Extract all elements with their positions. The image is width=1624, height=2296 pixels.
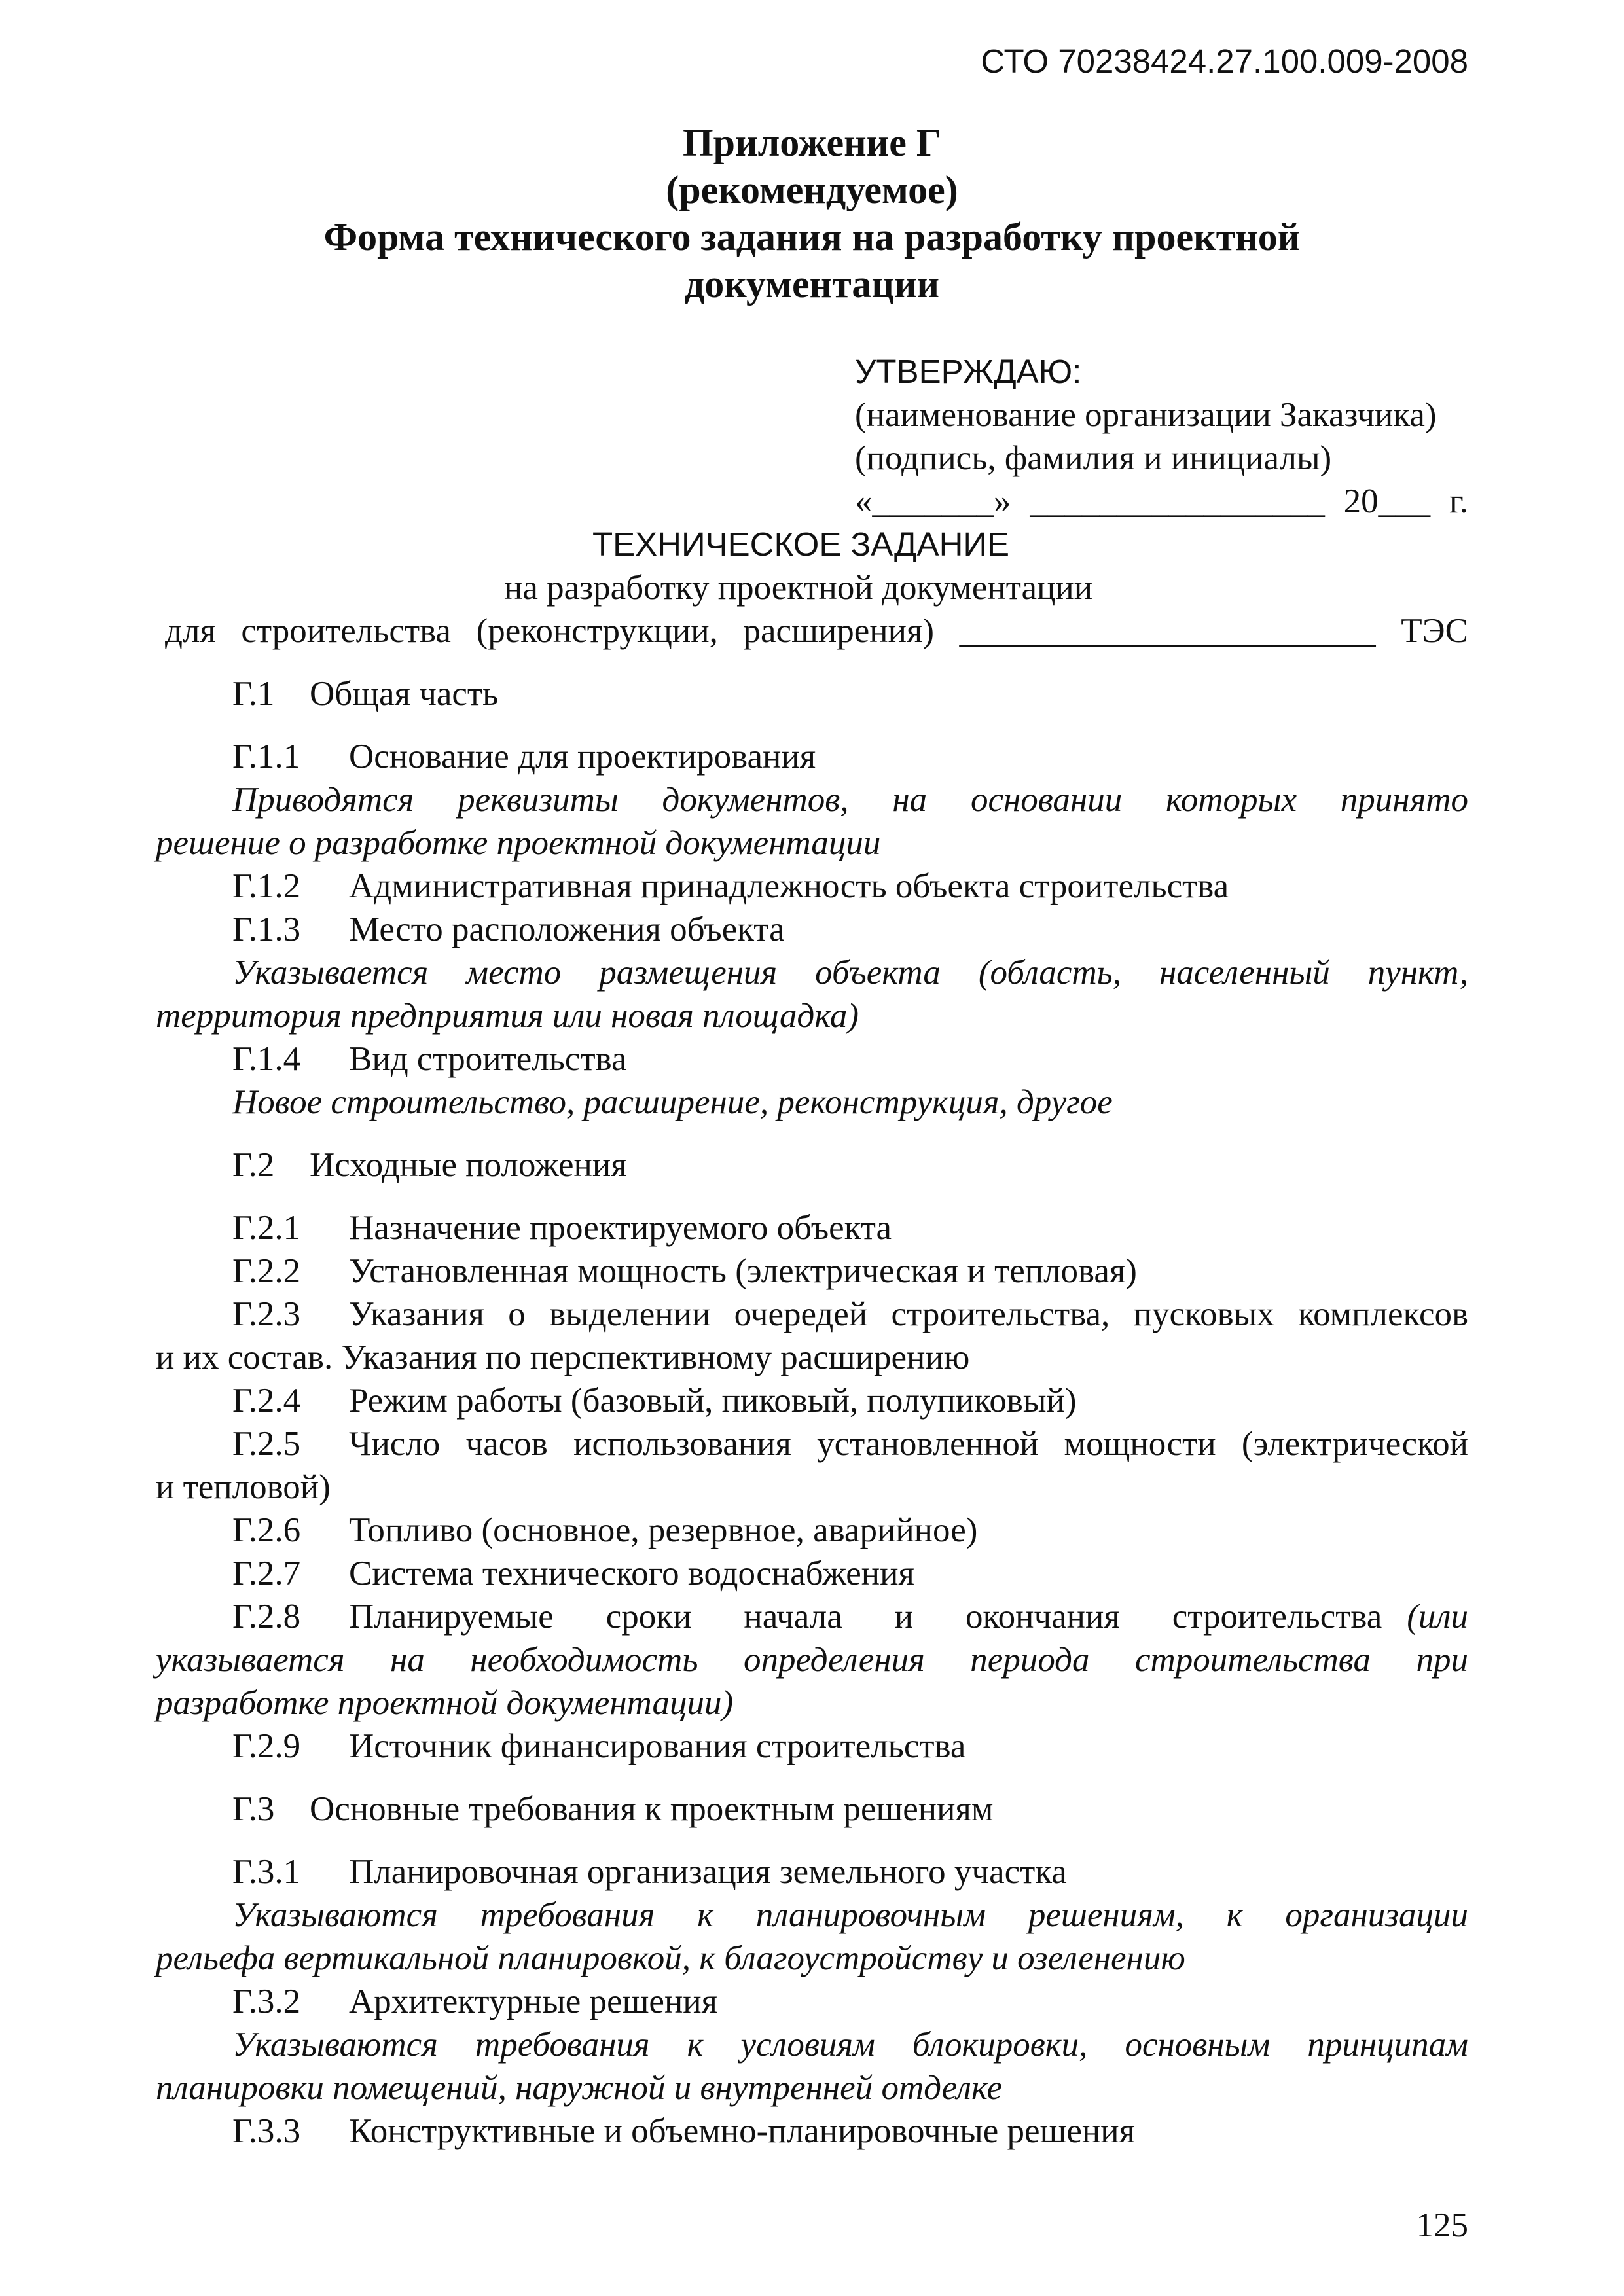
item-g31-note: Указываются требования к планировочным решениям, к организации [232,1896,1468,1934]
section-number: Г.1 [232,675,275,713]
item-number: Г.2.8 [232,1598,301,1636]
item-title: Конструктивные и объемно-планировочные решения [349,2112,1136,2150]
item-g28-note: указывается на необходимость определения периода строительства при [156,1641,1468,1679]
item-number: Г.2.7 [232,1554,301,1592]
approval-date-line: «_______» _________________ 20___ г. [855,482,1468,520]
item-number: Г.1.2 [232,867,301,905]
item-g14-note: Новое строительство, расширение, реконструкция, другое [232,1083,1113,1121]
item-g33 [232,2110,1135,2152]
tz-heading: ТЕХНИЧЕСКОЕ ЗАДАНИЕ [592,526,1010,563]
tz-object-line: для строительства (реконструкции, расширения) ________________________ ТЭС [165,612,1468,650]
appendix-title: Приложение Г [682,121,942,164]
item-title: Вид строительства [349,1040,627,1078]
item-g32 [232,1981,717,2022]
item-g13-note-cont: территория предприятия или новая площадка) [156,997,859,1035]
item-number: Г.2.9 [232,1727,301,1765]
item-g31 [232,1851,1067,1893]
section-g1 [232,673,498,715]
item-number: Г.1.3 [232,910,301,948]
item-title: Источник финансирования строительства [349,1727,966,1765]
item-title: Планировочная организация земельного участка [349,1853,1067,1891]
item-g25-cont: и тепловой) [156,1468,331,1506]
item-g23-cont: и их состав. Указания по перспективному расширению [156,1338,970,1376]
item-title: Установленная мощность (электрическая и тепловая) [349,1252,1137,1290]
approval-org-line: (наименование организации Заказчика) [855,396,1437,434]
section-g3 [232,1788,993,1830]
item-title: Архитектурные решения [349,1982,718,2020]
section-g2 [232,1144,627,1186]
item-title: Планируемые сроки начала и окончания строительства [349,1598,1382,1636]
item-g21 [232,1207,892,1249]
section-number: Г.2 [232,1146,275,1184]
item-number: Г.2.1 [232,1209,301,1247]
item-g26 [232,1509,977,1551]
item-number: Г.3.2 [232,1982,301,2020]
item-g12 [232,865,1229,907]
approval-sign-line: (подпись, фамилия и инициалы) [855,439,1332,477]
item-title: Топливо (основное, резервное, аварийное) [349,1511,978,1549]
item-title: Место расположения объекта [349,910,785,948]
item-title: Назначение проектируемого объекта [349,1209,892,1247]
item-g13-note: Указывается место размещения объекта (область, населенный пункт, [232,954,1468,992]
item-number: Г.2.6 [232,1511,301,1549]
item-number: Г.2.5 [232,1425,301,1463]
item-g22 [232,1250,1137,1292]
item-title: Основание для проектирования [349,738,816,776]
item-title: Режим работы (базовый, пиковый, полупиковый) [349,1382,1077,1420]
item-title: Система технического водоснабжения [349,1554,914,1592]
item-title: Число часов использования установленной мощности (электрической [349,1425,1468,1463]
item-g24 [232,1380,1076,1422]
item-title: Указания о выделении очередей строительства, пусковых комплексов [349,1295,1468,1333]
item-g29 [232,1725,965,1767]
item-g25 [232,1423,1468,1465]
item-note-start: (или [1407,1598,1468,1636]
item-number: Г.3.1 [232,1853,301,1891]
appendix-status: (рекомендуемое) [666,168,958,211]
appendix-subject-cont: документации [684,262,940,306]
item-number: Г.1.4 [232,1040,301,1078]
item-g11 [232,736,816,778]
item-g27 [232,1552,914,1594]
item-g11-note: Приводятся реквизиты документов, на основании которых принято [232,781,1468,819]
document-code: СТО 70238424.27.100.009-2008 [981,43,1468,80]
appendix-subject: Форма технического задания на разработку проектной [323,215,1301,259]
item-g11-note-cont: решение о разработке проектной документации [156,824,881,862]
section-title: Основные требования к проектным решениям [310,1790,994,1828]
section-title: Общая часть [310,675,499,713]
section-number: Г.3 [232,1790,275,1828]
section-title: Исходные положения [310,1146,627,1184]
tz-subheading: на разработку проектной документации [504,569,1093,607]
item-g28 [232,1596,1468,1638]
item-g31-note-cont: рельефа вертикальной планировкой, к благоустройству и озеленению [156,1939,1185,1977]
page-number: 125 [1416,2206,1468,2244]
item-number: Г.2.3 [232,1295,301,1333]
item-number: Г.2.4 [232,1382,301,1420]
item-g32-note-cont: планировки помещений, наружной и внутренней отделке [156,2069,1002,2107]
item-g28-note-cont: разработке проектной документации) [156,1684,734,1722]
item-g23 [232,1293,1468,1335]
item-number: Г.1.1 [232,738,301,776]
approval-heading: УТВЕРЖДАЮ: [855,353,1082,390]
item-number: Г.3.3 [232,2112,301,2150]
item-g32-note: Указываются требования к условиям блокировки, основным принципам [232,2026,1468,2064]
item-number: Г.2.2 [232,1252,301,1290]
item-g14 [232,1038,626,1080]
item-g13 [232,908,785,950]
item-title: Административная принадлежность объекта строительства [349,867,1229,905]
